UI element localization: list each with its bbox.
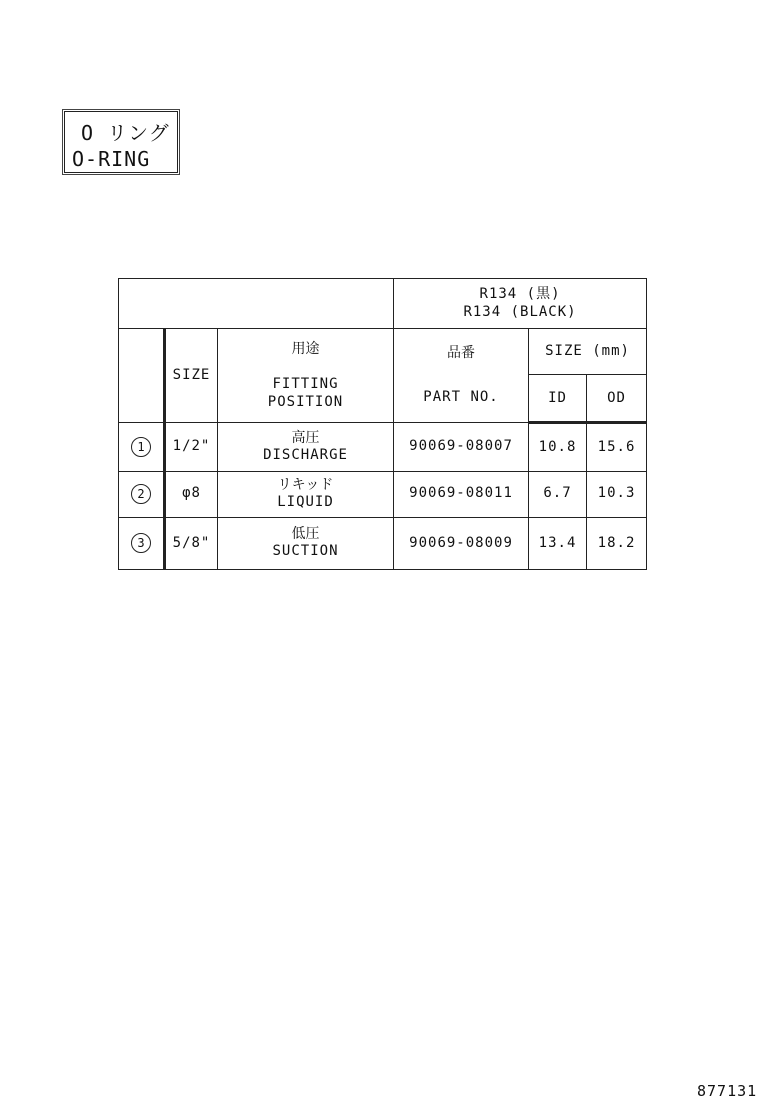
title-english: O-RING xyxy=(72,147,151,171)
size-cell: φ8 xyxy=(165,471,218,517)
fitting-cell xyxy=(218,517,394,569)
fitting-cell xyxy=(218,423,394,471)
fitting-header-en-line1: FITTING xyxy=(272,376,339,393)
parts-table xyxy=(118,278,647,570)
illustration-code: 877131 xyxy=(697,1082,758,1100)
refrigerant-header-jp: R134 (黒) xyxy=(479,286,561,303)
refrigerant-header xyxy=(394,279,647,329)
table-row xyxy=(119,423,647,471)
od-cell: 15.6 xyxy=(587,423,647,471)
od-header: OD xyxy=(587,375,647,423)
refrigerant-header-en: R134 (BLACK) xyxy=(463,303,577,320)
table-row xyxy=(119,471,647,517)
size-cell: 5/8" xyxy=(165,517,218,569)
size-cell: 1/2" xyxy=(165,423,218,471)
id-cell: 6.7 xyxy=(529,471,587,517)
part-header-jp: 品番 xyxy=(447,345,476,362)
fitting-jp: リキッド xyxy=(277,476,334,493)
id-header: ID xyxy=(529,375,587,423)
row-number-cell xyxy=(119,423,165,471)
blank-header-cell xyxy=(119,279,394,329)
table-row xyxy=(119,517,647,569)
number-header-cell xyxy=(119,329,165,423)
row-number: 2 xyxy=(131,484,151,504)
title-box xyxy=(64,111,178,173)
table-group-header-row xyxy=(119,279,647,329)
fitting-jp: 低圧 xyxy=(291,525,320,542)
part-number-cell: 90069-08007 xyxy=(394,423,529,471)
size-header: SIZE xyxy=(165,329,218,423)
fitting-en: DISCHARGE xyxy=(263,447,348,464)
row-number: 1 xyxy=(131,437,151,457)
od-cell: 10.3 xyxy=(587,471,647,517)
part-number-cell: 90069-08009 xyxy=(394,517,529,569)
fitting-jp: 高圧 xyxy=(291,429,320,446)
part-number-header xyxy=(394,329,529,423)
table-header-row xyxy=(119,329,647,375)
part-header-en: PART NO. xyxy=(423,388,499,405)
od-cell: 18.2 xyxy=(587,517,647,569)
size-mm-header: SIZE (mm) xyxy=(529,329,647,375)
fitting-header-en-line2: POSITION xyxy=(267,393,344,410)
id-cell: 10.8 xyxy=(529,423,587,471)
fitting-en: LIQUID xyxy=(277,494,334,511)
fitting-header-jp: 用途 xyxy=(291,340,320,357)
title-japanese: O リング xyxy=(81,121,170,145)
fitting-position-header xyxy=(218,329,394,423)
part-number-cell: 90069-08011 xyxy=(394,471,529,517)
fitting-cell xyxy=(218,471,394,517)
row-number-cell xyxy=(119,517,165,569)
id-cell: 13.4 xyxy=(529,517,587,569)
row-number-cell xyxy=(119,471,165,517)
row-number: 3 xyxy=(131,533,151,553)
fitting-en: SUCTION xyxy=(272,543,339,560)
